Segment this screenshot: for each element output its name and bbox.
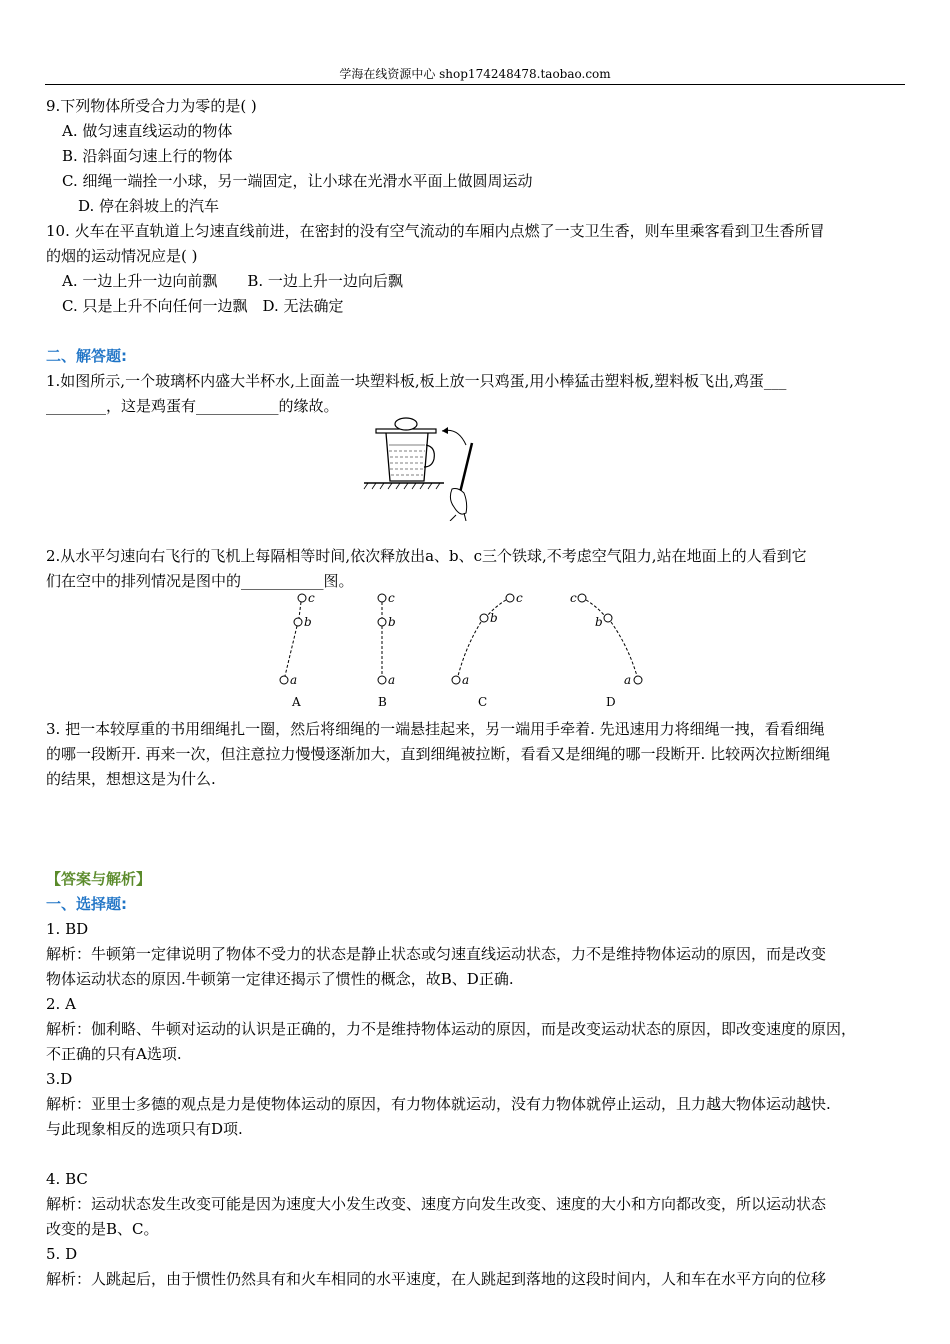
q9-option-a: A. 做匀速直线运动的物体 [62, 122, 233, 140]
ball-label-c: c [308, 591, 315, 605]
diagram-label-d: D [606, 695, 616, 709]
answer-5: 5. D [46, 1245, 78, 1263]
answer-4-explain-line1: 解析：运动状态发生改变可能是因为速度大小发生改变、速度方向发生改变、速度的大小和方向都改变，所以运动状态 [46, 1195, 827, 1213]
ball-label-b: b [304, 615, 312, 629]
q9-option-b: B. 沿斜面匀速上行的物体 [62, 147, 233, 165]
ball-label-b: b [490, 611, 498, 625]
diagram-b [378, 591, 396, 709]
answer-4-explain-line2: 改变的是B、C。 [46, 1220, 159, 1238]
egg-inertia-figure [362, 415, 492, 521]
answer-2-explain-line1: 解析：伽利略、牛顿对运动的认识是正确的，力不是维持物体运动的原因，而是改变运动状态的原因，即改变速度的原因， [46, 1020, 857, 1038]
diagram-c [452, 591, 523, 709]
ball-label-a: a [388, 673, 396, 687]
answers-section-choice: 一、选择题: [46, 895, 127, 913]
q10-stem-line1: 10. 火车在平直轨道上匀速直线前进，在密封的没有空气流动的车厢内点燃了一支卫生香，则车里乘客看到卫生香所冒 [46, 222, 825, 240]
answer-1: 1. BD [46, 920, 89, 938]
p2-line2: 们在空中的排列情况是图中的___________图。 [46, 572, 354, 590]
ball-label-b: b [388, 615, 396, 629]
answer-3-explain-line2: 与此现象相反的选项只有D项. [46, 1120, 243, 1138]
ball-label-c: c [570, 591, 577, 605]
falling-balls-figure [270, 588, 660, 712]
q10-stem-line2: 的烟的运动情况应是( ) [46, 247, 198, 265]
diagram-label-b: B [378, 695, 387, 709]
answer-3: 3.D [46, 1070, 73, 1088]
diagram-label-c: C [478, 695, 488, 709]
answer-1-explain-line1: 解析：牛顿第一定律说明了物体不受力的状态是静止状态或匀速直线运动状态，力不是维持物体运动的原因，而是改变 [46, 945, 827, 963]
diagram-label-a: A [292, 695, 301, 709]
diagram-a [280, 591, 315, 709]
q10-options-cd: C. 只是上升不向任何一边飘 D. 无法确定 [62, 297, 344, 315]
page-header: 学海在线资源中心 shop174248478.taobao.com [339, 67, 611, 81]
p1-line1: 1.如图所示,一个玻璃杯内盛大半杯水,上面盖一块塑料板,板上放一只鸡蛋,用小棒猛击塑料板,塑料板飞出,鸡蛋___ [46, 372, 787, 390]
diagram-d [570, 591, 642, 709]
header-rule [45, 84, 905, 85]
answer-2: 2. A [46, 995, 76, 1013]
ball-label-a: a [462, 673, 470, 687]
section-title-problems: 二、解答题: [46, 347, 127, 365]
ball-label-a: a [290, 673, 298, 687]
q9-stem: 9.下列物体所受合力为零的是( ) [46, 97, 257, 115]
p3-line3: 的结果，想想这是为什么. [46, 770, 216, 788]
p3-line2: 的哪一段断开. 再来一次，但注意拉力慢慢逐渐加大，直到细绳被拉断，看看又是细绳的哪一段断开. 比较两次拉断细绳 [46, 745, 831, 763]
ball-label-b: b [595, 615, 603, 629]
p2-line1: 2.从水平匀速向右飞行的飞机上每隔相等时间,依次释放出a、b、c三个铁球,不考虑空气阻力,站在地面上的人看到它 [46, 547, 807, 565]
ball-label-c: c [516, 591, 523, 605]
answer-3-explain-line1: 解析：亚里士多德的观点是力是使物体运动的原因，有力物体就运动，没有力物体就停止运动，且力越大物体运动越快. [46, 1095, 831, 1113]
ball-label-c: c [388, 591, 395, 605]
ball-label-a: a [624, 673, 632, 687]
answer-2-explain-line2: 不正确的只有A选项. [46, 1045, 182, 1063]
q9-option-c: C. 细绳一端拴一小球，另一端固定，让小球在光滑水平面上做圆周运动 [62, 172, 533, 190]
answer-1-explain-line2: 物体运动状态的原因.牛顿第一定律还揭示了惯性的概念，故B、D正确. [46, 970, 514, 988]
p1-line2: ________，这是鸡蛋有___________的缘故。 [46, 397, 339, 415]
p3-line1: 3. 把一本较厚重的书用细绳扎一圈，然后将细绳的一端悬挂起来，另一端用手牵着. 先迅速用力将细绳一拽，看看细绳 [46, 720, 825, 738]
answers-title: 【答案与解析】 [46, 870, 152, 888]
q9-option-d: D. 停在斜坡上的汽车 [78, 197, 220, 215]
answer-5-explain-line1: 解析：人跳起后，由于惯性仍然具有和火车相同的水平速度，在人跳起到落地的这段时间内，人和车在水平方向的位移 [46, 1270, 827, 1288]
answer-4: 4. BC [46, 1170, 88, 1188]
q10-options-ab: A. 一边上升一边向前飘 B. 一边上升一边向后飘 [62, 272, 403, 290]
